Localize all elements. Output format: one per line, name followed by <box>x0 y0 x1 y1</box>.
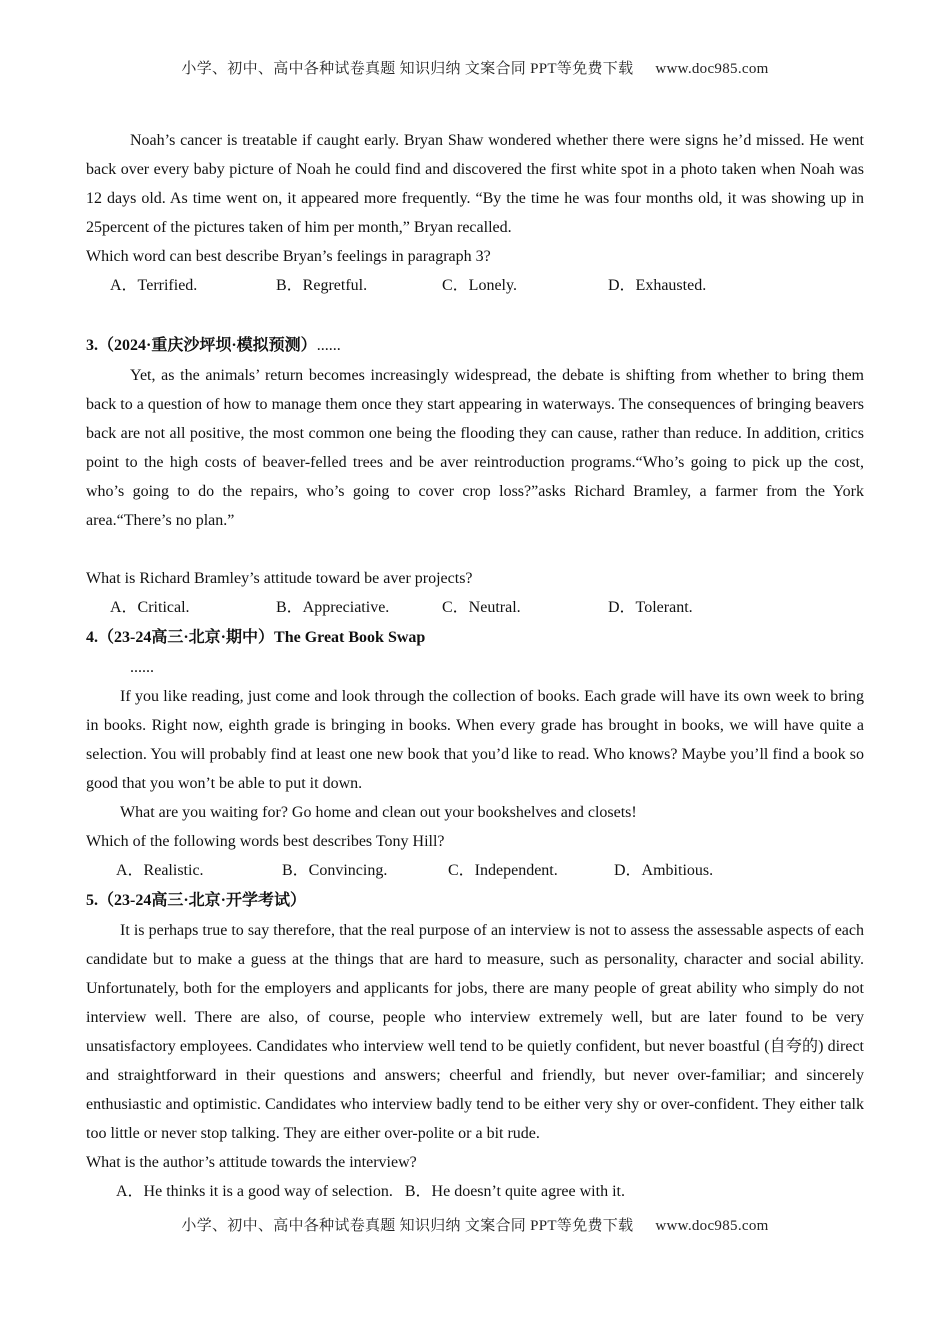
question-5-options <box>86 1177 864 1207</box>
option-a[interactable]: A．Realistic. <box>116 862 204 879</box>
ellipsis: ...... <box>130 659 154 676</box>
option-d[interactable]: D．Tolerant. <box>608 599 693 616</box>
option-b[interactable]: B．He doesn’t quite agree with it. <box>404 1183 625 1200</box>
question-source: （23-24高三·北京·开学考试） <box>98 892 307 909</box>
option-b[interactable]: B．Appreciative. <box>276 599 390 616</box>
question-source: （23-24高三·北京·期中） <box>98 629 275 646</box>
question-number: 5. <box>86 892 98 909</box>
question-3-options <box>86 593 864 623</box>
question-2-stem: Which word can best describe Bryan’s feelings in paragraph 3? <box>86 248 491 265</box>
question-5-section <box>86 886 864 1207</box>
option-d[interactable]: D．Ambitious. <box>614 862 714 879</box>
option-a[interactable]: A．He thinks it is a good way of selection. <box>116 1183 393 1200</box>
question-number: 4. <box>86 629 98 646</box>
question-4-options <box>86 856 864 886</box>
banner-site-link[interactable]: www.doc985.com <box>655 1218 769 1234</box>
header-banner <box>0 57 950 78</box>
question-2-options <box>86 271 864 301</box>
question-source: （2024·重庆沙坪坝·模拟预测） <box>98 337 317 354</box>
question-3-stem: What is Richard Bramley’s attitude toward be aver projects? <box>86 570 473 587</box>
banner-site-link[interactable]: www.doc985.com <box>655 61 769 77</box>
passage-noah: Noah’s cancer is treatable if caught early. Bryan Shaw wondered whether there were signs he’d missed. He went back over every baby picture of Noah he could find and discovered the first white spot in a photo taken when Noah was 12 days old. As time went on, it appeared more frequently. “By the time he was four months old, it was showing up in 25percent of the pictures taken of him per month,” Bryan recalled. <box>86 132 864 236</box>
passage-interview: It is perhaps true to say therefore, that the real purpose of an interview is not to assess the assessable aspects of each candidate but to make a guess at the things that are hard to measure, such as personality, character and social ability. Unfortunately, both for the employers and applicants for jobs, there are many people of great ability who simply do not interview well. There are also, of course, people who interview extremely well, but are later found to be very unsatisfactory employees. Candidates who interview well tend to be quietly confident, but never boastful (自夸的) direct and straightforward in their questions and answers; cheerful and friendly, but never over-familiar; and sincerely enthusiastic and optimistic. Candidates who interview badly tend to be either very shy or over-confident. They either talk too little or never stop talking. They are either over-polite or a bit rude. <box>86 922 864 1142</box>
option-b[interactable]: B．Regretful. <box>276 277 368 294</box>
passage-beavers: Yet, as the animals’ return becomes increasingly widespread, the debate is shifting from whether to bring them back to a question of how to manage them once they start appearing in waterways. The consequences of bringing beavers back are not all positive, the most common one being the flooding they can cause, rather than reduce. In addition, critics point to the high costs of beaver-felled trees and be aver reintroduction programs.“Who’s going to pick up the cost, who’s going to do the repairs, who’s going to cover crop loss?”asks Richard Bramley, a farmer from the York area.“There’s no plan.” <box>86 367 864 529</box>
question-2-section <box>86 126 864 301</box>
question-3-section <box>86 331 864 623</box>
question-3-heading <box>86 331 864 361</box>
question-4-stem: Which of the following words best describes Tony Hill? <box>86 833 445 850</box>
banner-text: 小学、初中、高中各种试卷真题 知识归纳 文案合同 PPT等免费下载 <box>181 61 634 77</box>
option-a[interactable]: A．Critical. <box>110 599 190 616</box>
option-b[interactable]: B．Convincing. <box>282 862 388 879</box>
option-c[interactable]: C．Neutral. <box>442 599 521 616</box>
option-d[interactable]: D．Exhausted. <box>608 277 707 294</box>
question-4-section <box>86 623 864 886</box>
banner-text: 小学、初中、高中各种试卷真题 知识归纳 文案合同 PPT等免费下载 <box>181 1218 634 1234</box>
option-a[interactable]: A．Terrified. <box>110 277 198 294</box>
footer-banner <box>0 1214 950 1235</box>
question-5-heading <box>86 886 864 916</box>
document-content <box>86 126 864 1207</box>
passage-book-swap-1: If you like reading, just come and look through the collection of books. Each grade will have its own week to bring in books. Right now, eighth grade is bringing in books. When every grade has brought in books, we will have quite a selection. You will probably find at least one new book that you’d like to read. Who knows? Maybe you’ll find a book so good that you won’t be able to put it down. <box>86 688 864 792</box>
option-c[interactable]: C．Lonely. <box>442 277 517 294</box>
question-number: 3. <box>86 337 98 354</box>
ellipsis: ...... <box>316 337 341 354</box>
question-5-stem: What is the author’s attitude towards the interview? <box>86 1154 417 1171</box>
passage-book-swap-2: What are you waiting for? Go home and clean out your bookshelves and closets! <box>120 804 637 821</box>
question-4-heading <box>86 623 864 653</box>
passage-title: The Great Book Swap <box>274 629 426 646</box>
option-c[interactable]: C．Independent. <box>448 862 558 879</box>
